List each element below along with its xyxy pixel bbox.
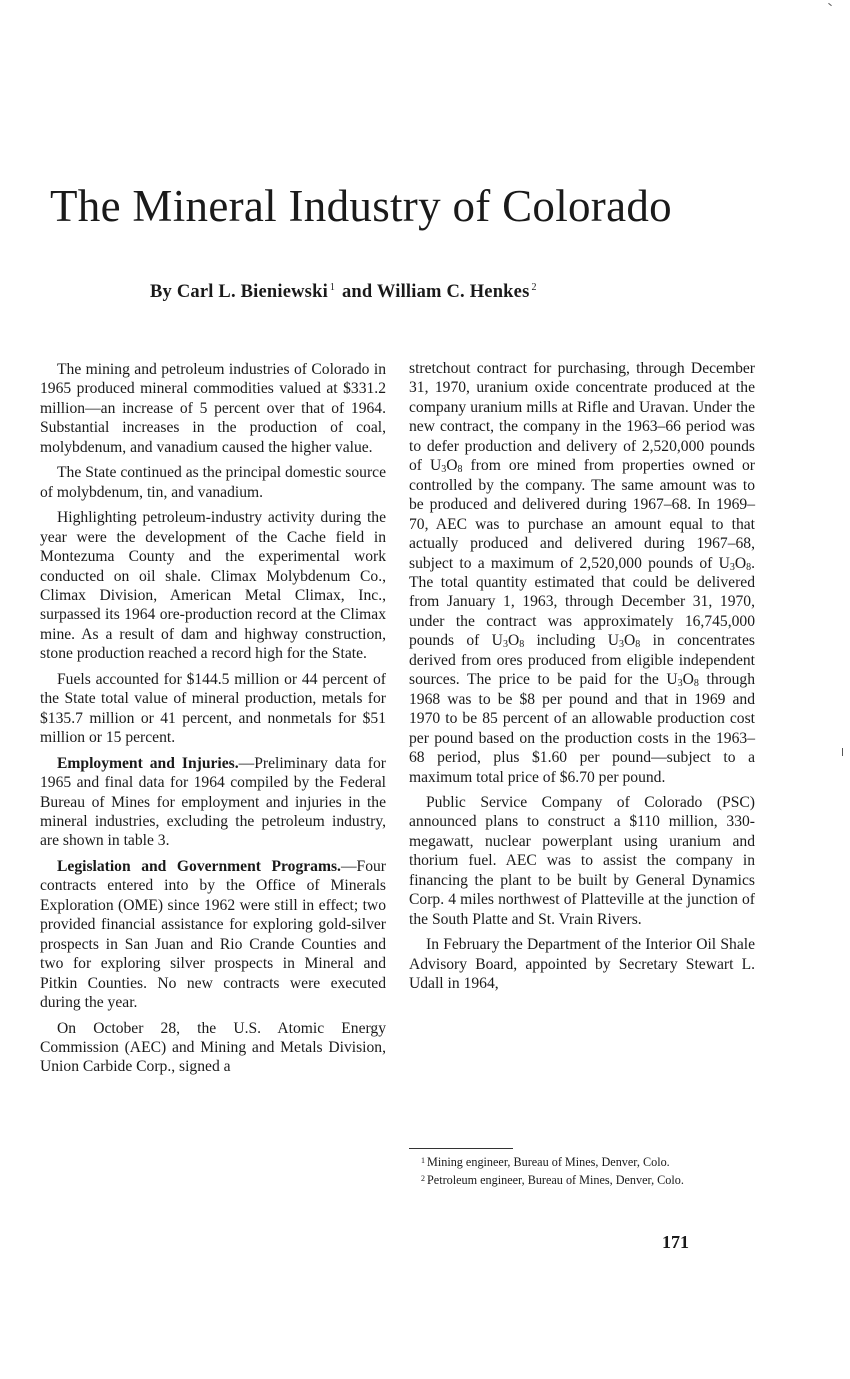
- paragraph: Public Service Company of Colorado (PSC) announced plans to construct a $110 million, 330-megawatt, nuclear powerplant using uranium and thorium fuel. AEC was to assist the company in financing the plant to be built by General Dynamics Corp. 4 miles northwest of Platteville at the junction of the South Platte and St. Vrain Rivers.: [409, 793, 755, 928]
- right-column: [409, 359, 755, 1000]
- section-heading-employment: Employment and Injuries.: [57, 754, 239, 772]
- footnote-1: $^1$ Mining engineer, Bureau of Mines, Denver, Colo.: [421, 1155, 670, 1169]
- article-title: The Mineral Industry of Colorado: [50, 181, 672, 231]
- paragraph: [40, 857, 386, 1013]
- footnotes: [409, 1154, 761, 1190]
- paragraph: On October 28, the U.S. Atomic Energy Commission (AEC) and Mining and Metals Division, Union Carbide Corp., signed a: [40, 1019, 386, 1076]
- paragraph-text: —Four contracts entered into by the Office of Minerals Exploration (OME) since 1962 were still in effect; two provided financial assistance for exploring gold-silver prospects in San Juan and Rio Crande Counties and two for exploring silver prospects in Mineral and Pitkin Counties. No new contracts were executed during the year.: [40, 857, 386, 1012]
- page-number: 171: [662, 1232, 689, 1252]
- section-heading-legislation: Legislation and Government Programs.: [57, 857, 341, 875]
- paragraph: Fuels accounted for $144.5 million or 44 percent of the State total value of mineral production, metals for $135.7 million or 41 percent, and nonmetals for $51 million or 15 percent.: [40, 670, 386, 747]
- footnote-divider: [409, 1148, 513, 1149]
- paragraph: In February the Department of the Interior Oil Shale Advisory Board, appointed by Secretary Stewart L. Udall in 1964,: [409, 936, 755, 993]
- paragraph: Highlighting petroleum-industry activity during the year were the development of the Cache field in Montezuma County and the experimental work conducted on oil shale. Climax Molybdenum Co., Climax Division, American Metal Climax, Inc., surpassed its 1964 ore-production record at the Climax mine. As a result of dam and highway construction, stone production reached a record high for the State.: [40, 509, 386, 663]
- byline: [150, 282, 790, 303]
- left-column: [40, 360, 386, 1083]
- scan-speck: [828, 3, 832, 6]
- paragraph: The mining and petroleum industries of Colorado in 1965 produced mineral commodities valued at $331.2 million—an increase of 5 percent over that of 1964. Substantial increases in the production of coal, molybdenum, and vanadium caused the higher value.: [40, 361, 386, 456]
- footnote-2: $^2$ Petroleum engineer, Bureau of Mines, Denver, Colo.: [421, 1173, 684, 1187]
- footnote-ref-1[interactable]: 1: [329, 282, 336, 293]
- paragraph: The State continued as the principal domestic source of molybdenum, tin, and vanadium.: [40, 464, 386, 501]
- scan-speck: [842, 748, 843, 756]
- author-2: and William C. Henkes: [341, 282, 530, 302]
- paragraph: stretchout contract for purchasing, through December 31, 1970, uranium oxide concentrate produced at the company uranium mills at Rifle and Uravan. Under the new contract, the company in the 1963–66 period was to defer production and delivery of 2,520,000 pounds of $U_3O_8$ from ore mined from properties owned or controlled by the company. The same amount was to be produced and delivered during 1967–68. In 1969–70, AEC was to purchase an amount equal to that actually produced and delivered during 1967–68, subject to a maximum of 2,520,000 pounds of $U_3O_8$. The total quantity estimated that could be delivered from January 1, 1963, through December 31, 1970, under the contract was approximately 16,745,000 pounds of $U_3O_8$ including $U_3O_8$ in concentrates derived from ores produced from eligible independent sources. The price to be paid for the $U_3O_8$ through 1968 was to be $8 per pound and that in 1969 and 1970 to be 85 percent of an allowable production cost per pound based on the production costs in the 1963–68 period, plus $1.60 per pound—subject to a maximum total price of $6.70 per pound.: [409, 360, 755, 786]
- author-1: By Carl L. Bieniewski: [150, 282, 328, 302]
- paragraph-text: —Preliminary data for 1965 and final data for 1964 compiled by the Federal Bureau of Mines for employment and injuries in the mineral industries, excluding the petroleum industry, are shown in table 3.: [40, 754, 386, 850]
- paragraph: [40, 754, 386, 851]
- footnote-ref-2[interactable]: 2: [531, 282, 537, 293]
